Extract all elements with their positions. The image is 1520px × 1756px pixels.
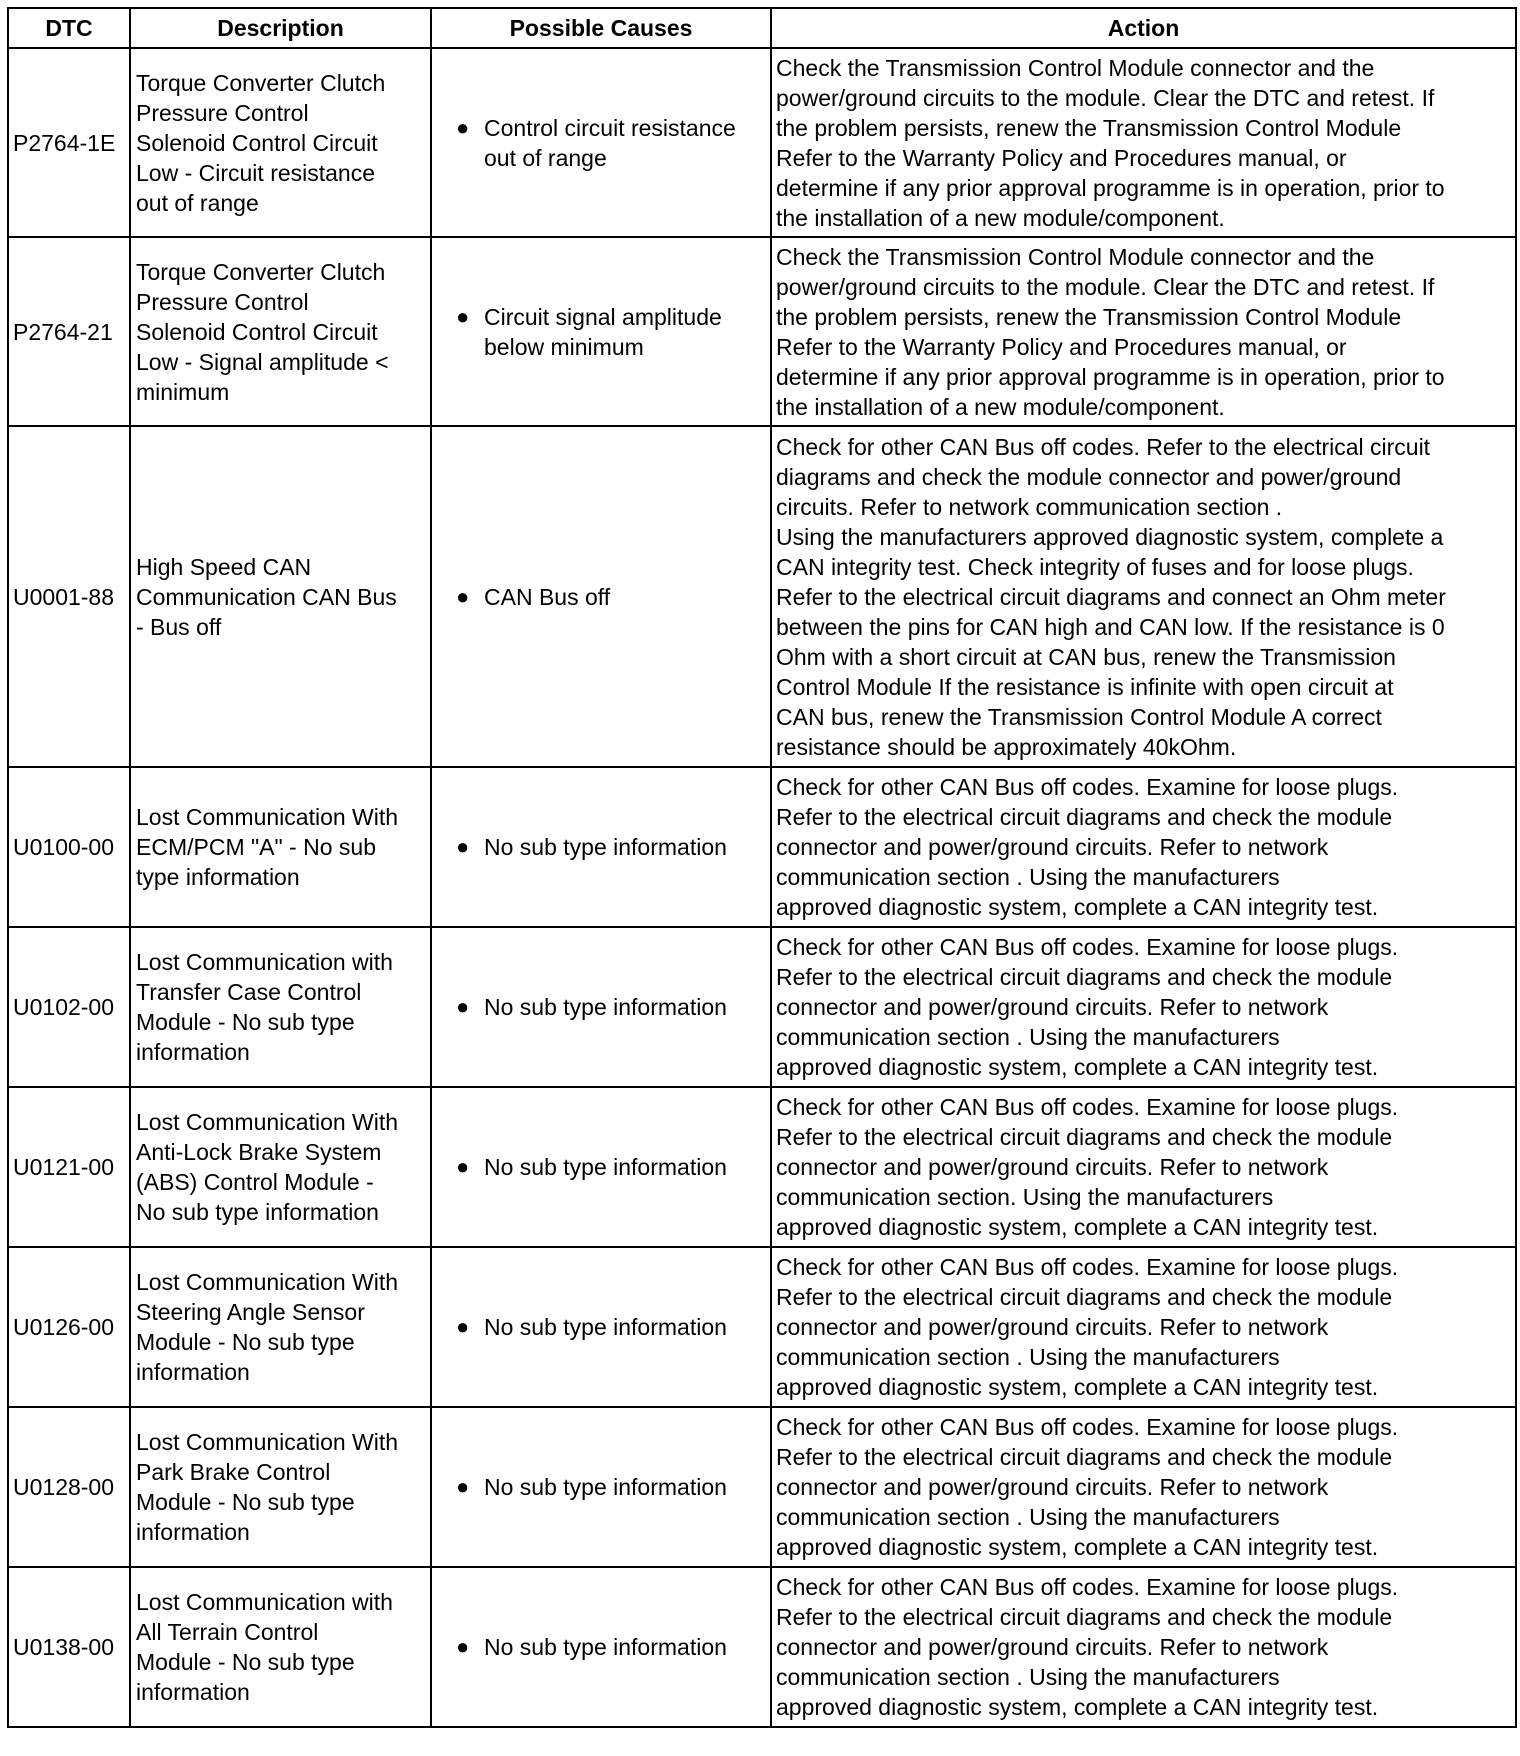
possible-causes	[431, 48, 771, 237]
bullet-icon: ●	[456, 834, 470, 859]
possible-causes	[431, 1247, 771, 1407]
table-row	[8, 1247, 1516, 1407]
cause-text: Control circuit resistance out of range	[484, 114, 736, 171]
header-dtc: DTC	[8, 8, 130, 48]
action-text: Check for other CAN Bus off codes. Refer to the electrical circuit diagrams and check the module connector and power/ground circuits. Refer to network communication section . Using the manufacturers approved diagnostic system, complete a CAN integrity test. Check integrity of fuses and for loose plugs. Refer to the electrical circuit diagrams and connect an Ohm meter between the pins for CAN high and CAN low. If the resistance is 0 Ohm with a short circuit at CAN bus, renew the Transmission Control Module If the resistance is infinite with open circuit at CAN bus, renew the Transmission Control Module A correct resistance should be approximately 40kOhm.	[771, 426, 1516, 767]
table-row	[8, 1087, 1516, 1247]
dtc-description: Lost Communication With Park Brake Control Module - No sub type information	[130, 1407, 431, 1567]
cause-text: No sub type information	[484, 1154, 727, 1180]
bullet-icon: ●	[456, 1634, 470, 1659]
possible-causes	[431, 767, 771, 927]
possible-causes	[431, 237, 771, 426]
dtc-description: Lost Communication with All Terrain Control Module - No sub type information	[130, 1567, 431, 1727]
possible-causes	[431, 426, 771, 767]
table-row	[8, 1567, 1516, 1727]
bullet-icon: ●	[456, 1314, 470, 1339]
cause-text: No sub type information	[484, 994, 727, 1020]
possible-causes	[431, 927, 771, 1087]
dtc-code: U0138-00	[8, 1567, 130, 1727]
cause-text: Circuit signal amplitude below minimum	[484, 303, 722, 360]
dtc-description: Lost Communication With ECM/PCM "A" - No sub type information	[130, 767, 431, 927]
table-row	[8, 1407, 1516, 1567]
dtc-description: Lost Communication With Steering Angle Sensor Module - No sub type information	[130, 1247, 431, 1407]
dtc-code: P2764-21	[8, 237, 130, 426]
action-text: Check the Transmission Control Module connector and the power/ground circuits to the module. Clear the DTC and retest. If the problem persists, renew the Transmission Control Module Refer to the Warranty Policy and Procedures manual, or determine if any prior approval programme is in operation, prior to the installation of a new module/component.	[771, 48, 1516, 237]
action-text: Check for other CAN Bus off codes. Examine for loose plugs. Refer to the electrical circuit diagrams and check the module connector and power/ground circuits. Refer to network communication section . Using the manufacturers approved diagnostic system, complete a CAN integrity test.	[771, 1247, 1516, 1407]
bullet-icon: ●	[456, 994, 470, 1019]
cause-text: No sub type information	[484, 834, 727, 860]
dtc-table	[7, 7, 1517, 1728]
action-text: Check for other CAN Bus off codes. Examine for loose plugs. Refer to the electrical circuit diagrams and check the module connector and power/ground circuits. Refer to network communication section . Using the manufacturers approved diagnostic system, complete a CAN integrity test.	[771, 1407, 1516, 1567]
table-row	[8, 426, 1516, 767]
table-row	[8, 927, 1516, 1087]
header-possible-causes: Possible Causes	[431, 8, 771, 48]
bullet-icon: ●	[456, 114, 470, 140]
possible-causes	[431, 1567, 771, 1727]
table-row	[8, 237, 1516, 426]
dtc-description: Torque Converter Clutch Pressure Control Solenoid Control Circuit Low - Circuit resistance out of range	[130, 48, 431, 237]
cause-text: No sub type information	[484, 1314, 727, 1340]
dtc-code: U0126-00	[8, 1247, 130, 1407]
dtc-code: P2764-1E	[8, 48, 130, 237]
bullet-icon: ●	[456, 303, 470, 329]
cause-text: No sub type information	[484, 1634, 727, 1660]
table-header	[8, 8, 1516, 48]
possible-causes	[431, 1087, 771, 1247]
dtc-code: U0102-00	[8, 927, 130, 1087]
dtc-description: Torque Converter Clutch Pressure Control Solenoid Control Circuit Low - Signal amplitude < minimum	[130, 237, 431, 426]
cause-text: CAN Bus off	[484, 583, 611, 610]
action-text: Check the Transmission Control Module connector and the power/ground circuits to the module. Clear the DTC and retest. If the problem persists, renew the Transmission Control Module Refer to the Warranty Policy and Procedures manual, or determine if any prior approval programme is in operation, prior to the installation of a new module/component.	[771, 237, 1516, 426]
dtc-description: Lost Communication with Transfer Case Control Module - No sub type information	[130, 927, 431, 1087]
bullet-icon: ●	[456, 1154, 470, 1179]
action-text: Check for other CAN Bus off codes. Examine for loose plugs. Refer to the electrical circuit diagrams and check the module connector and power/ground circuits. Refer to network communication section . Using the manufacturers approved diagnostic system, complete a CAN integrity test.	[771, 927, 1516, 1087]
dtc-code: U0121-00	[8, 1087, 130, 1247]
dtc-description: Lost Communication With Anti-Lock Brake System (ABS) Control Module - No sub type information	[130, 1087, 431, 1247]
header-description: Description	[130, 8, 431, 48]
dtc-code: U0128-00	[8, 1407, 130, 1567]
table-row	[8, 48, 1516, 237]
bullet-icon: ●	[456, 1474, 470, 1499]
cause-text: No sub type information	[484, 1474, 727, 1500]
table-row	[8, 767, 1516, 927]
action-text: Check for other CAN Bus off codes. Examine for loose plugs. Refer to the electrical circuit diagrams and check the module connector and power/ground circuits. Refer to network communication section . Using the manufacturers approved diagnostic system, complete a CAN integrity test.	[771, 767, 1516, 927]
dtc-code: U0100-00	[8, 767, 130, 927]
bullet-icon: ●	[456, 583, 470, 609]
header-action: Action	[771, 8, 1516, 48]
action-text: Check for other CAN Bus off codes. Examine for loose plugs. Refer to the electrical circuit diagrams and check the module connector and power/ground circuits. Refer to network communication section . Using the manufacturers approved diagnostic system, complete a CAN integrity test.	[771, 1567, 1516, 1727]
dtc-code: U0001-88	[8, 426, 130, 767]
action-text: Check for other CAN Bus off codes. Examine for loose plugs. Refer to the electrical circuit diagrams and check the module connector and power/ground circuits. Refer to network communication section. Using the manufacturers approved diagnostic system, complete a CAN integrity test.	[771, 1087, 1516, 1247]
possible-causes	[431, 1407, 771, 1567]
header-row	[8, 8, 1516, 48]
dtc-description: High Speed CAN Communication CAN Bus - Bus off	[130, 426, 431, 767]
